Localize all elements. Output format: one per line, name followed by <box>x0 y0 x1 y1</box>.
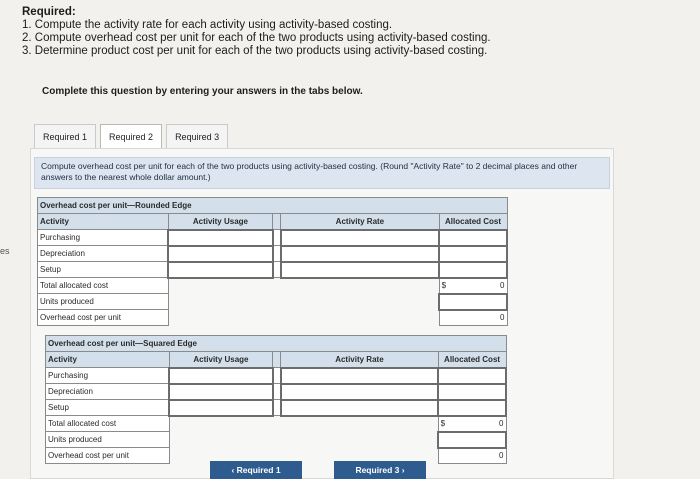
row-label-purchasing: Purchasing <box>46 368 170 384</box>
table-row <box>38 294 508 310</box>
table-row <box>38 262 508 278</box>
column-header-activity: Activity <box>46 352 170 368</box>
activity-rate-input[interactable] <box>281 368 438 384</box>
squared-edge-table <box>45 335 507 464</box>
blank-area <box>168 278 439 294</box>
column-header-activity: Activity <box>38 214 169 230</box>
prev-required-1-button[interactable]: ‹ Required 1 <box>210 461 302 479</box>
table-row <box>38 278 508 294</box>
row-label-setup: Setup <box>46 400 170 416</box>
overhead-per-unit-value <box>439 310 507 326</box>
total-allocated-label: Total allocated cost <box>38 278 169 294</box>
activity-usage-input[interactable] <box>169 368 273 384</box>
activity-rate-input[interactable] <box>281 230 439 246</box>
instruction-text: Complete this question by entering your answers in the tabs below. <box>42 86 363 97</box>
activity-rate-input[interactable] <box>281 262 439 278</box>
overhead-per-unit-label: Overhead cost per unit <box>38 310 169 326</box>
tab-required-2[interactable]: Required 2 <box>100 124 162 148</box>
activity-usage-input[interactable] <box>169 384 273 400</box>
column-spacer <box>273 214 281 230</box>
total-allocated-value <box>439 278 507 294</box>
row-spacer <box>273 246 281 262</box>
allocated-cost-input[interactable] <box>438 368 506 384</box>
instruction-note: Compute overhead cost per unit for each of the two products using activity-based costing. (Round "Activity Rate" to 2 decimal places and other answers to the nearest whole dollar amount.) <box>34 157 610 189</box>
overhead-per-unit-amount: 0 <box>499 451 504 461</box>
table-row <box>46 400 507 416</box>
required-heading: Required: <box>22 6 76 18</box>
units-produced-input[interactable] <box>439 294 507 310</box>
table-row <box>46 368 507 384</box>
row-spacer <box>273 262 281 278</box>
currency-symbol: $ <box>441 281 447 290</box>
overhead-per-unit-label: Overhead cost per unit <box>46 448 170 464</box>
column-header-rate: Activity Rate <box>281 352 438 368</box>
requirement-1: 1. Compute the activity rate for each activity using activity-based costing. <box>22 19 393 31</box>
requirement-3: 3. Determine product cost per unit for each of the two products using activity-based costing. <box>22 45 488 57</box>
answer-panel <box>30 148 614 479</box>
allocated-cost-input[interactable] <box>439 262 507 278</box>
table-row <box>38 246 508 262</box>
row-label-setup: Setup <box>38 262 169 278</box>
rounded-edge-table <box>37 197 508 326</box>
allocated-cost-input[interactable] <box>438 400 506 416</box>
tab-bar <box>34 124 232 148</box>
table-row <box>38 230 508 246</box>
column-header-usage: Activity Usage <box>168 214 273 230</box>
column-header-usage: Activity Usage <box>169 352 273 368</box>
currency-symbol: $ <box>440 419 446 428</box>
activity-rate-input[interactable] <box>281 246 439 262</box>
requirements-block <box>22 6 491 58</box>
allocated-cost-input[interactable] <box>438 384 506 400</box>
column-header-allocated: Allocated Cost <box>438 352 506 368</box>
column-header-allocated: Allocated Cost <box>439 214 507 230</box>
total-allocated-amount: 0 <box>500 281 505 290</box>
table-row <box>38 310 508 326</box>
next-required-3-button[interactable]: Required 3 › <box>334 461 426 479</box>
total-allocated-label: Total allocated cost <box>46 416 170 432</box>
blank-area <box>169 432 438 448</box>
activity-rate-input[interactable] <box>281 384 438 400</box>
column-header-rate: Activity Rate <box>281 214 439 230</box>
row-spacer <box>273 384 281 400</box>
blank-area <box>169 416 438 432</box>
total-allocated-value <box>438 416 506 432</box>
column-spacer <box>273 352 281 368</box>
units-produced-label: Units produced <box>46 432 170 448</box>
overhead-per-unit-amount: 0 <box>500 313 505 323</box>
overhead-per-unit-value <box>438 448 506 464</box>
row-label-purchasing: Purchasing <box>38 230 169 246</box>
row-label-depreciation: Depreciation <box>38 246 169 262</box>
row-spacer <box>273 368 281 384</box>
units-produced-input[interactable] <box>438 432 506 448</box>
units-produced-label: Units produced <box>38 294 169 310</box>
row-spacer <box>273 230 281 246</box>
row-spacer <box>273 400 281 416</box>
activity-usage-input[interactable] <box>168 230 273 246</box>
table-row <box>46 384 507 400</box>
allocated-cost-input[interactable] <box>439 246 507 262</box>
blank-area <box>168 294 439 310</box>
row-label-depreciation: Depreciation <box>46 384 170 400</box>
activity-usage-input[interactable] <box>169 400 273 416</box>
requirement-2: 2. Compute overhead cost per unit for each of the two products using activity-based costing. <box>22 32 491 44</box>
total-allocated-amount: 0 <box>499 419 504 428</box>
table-row <box>46 416 507 432</box>
left-edge-text: es <box>0 246 10 256</box>
table-caption: Overhead cost per unit—Squared Edge <box>46 336 507 352</box>
blank-area <box>168 310 439 326</box>
tab-required-3[interactable]: Required 3 <box>166 124 228 148</box>
activity-usage-input[interactable] <box>168 262 273 278</box>
table-caption: Overhead cost per unit—Rounded Edge <box>38 198 508 214</box>
table-row <box>46 432 507 448</box>
activity-usage-input[interactable] <box>168 246 273 262</box>
tab-required-1[interactable]: Required 1 <box>34 124 96 148</box>
allocated-cost-input[interactable] <box>439 230 507 246</box>
activity-rate-input[interactable] <box>281 400 438 416</box>
